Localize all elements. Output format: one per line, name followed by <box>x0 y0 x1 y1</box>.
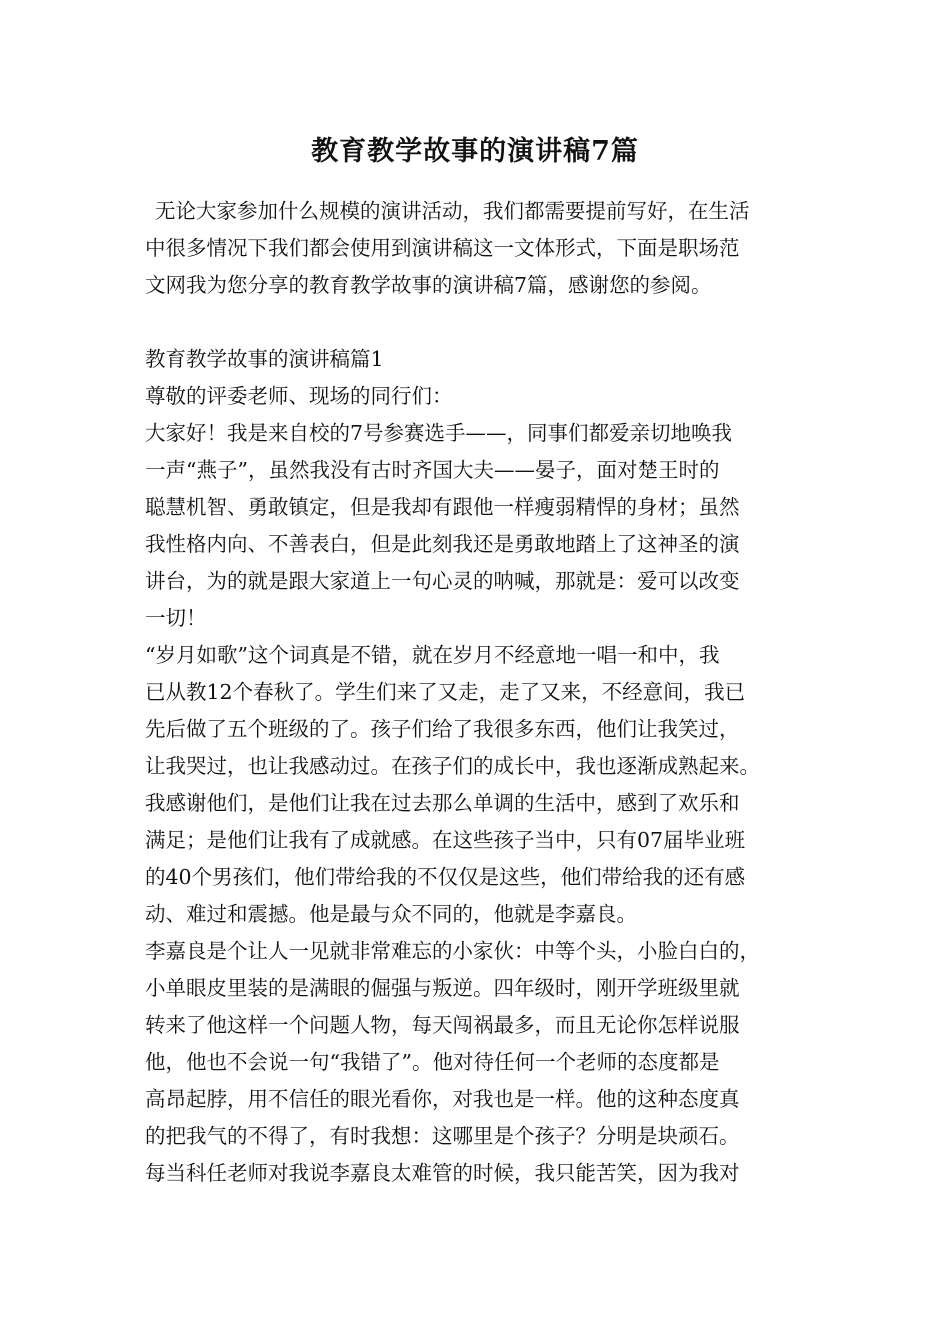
intro-line: 无论大家参加什么规模的演讲活动，我们都需要提前写好，在生活 <box>155 199 750 223</box>
speech-body <box>145 341 815 1192</box>
body-line: 先后做了五个班级的了。孩子们给了我很多东西，他们让我笑过， <box>145 717 740 741</box>
body-line: 讲台，为的就是跟大家道上一句心灵的呐喊，那就是：爱可以改变 <box>145 569 740 593</box>
body-line: 我性格内向、不善表白，但是此刻我还是勇敢地踏上了这神圣的演 <box>145 532 740 556</box>
body-line: 转来了他这样一个问题人物，每天闯祸最多，而且无论你怎样说服 <box>145 1013 740 1037</box>
body-line: 动、难过和震撼。他是最与众不同的，他就是李嘉良。 <box>145 902 637 926</box>
body-line: 一声“燕子”，虽然我没有古时齐国大夫——晏子，面对楚王时的 <box>145 458 720 482</box>
body-line: 他，他也不会说一句“我错了”。他对待任何一个老师的态度都是 <box>145 1050 720 1074</box>
body-line: 一切！ <box>145 606 207 630</box>
body-line: 的40个男孩们，他们带给我的不仅仅是这些，他们带给我的还有感 <box>145 865 746 889</box>
intro-line: 中很多情况下我们都会使用到演讲稿这一文体形式，下面是职场范 <box>145 236 740 260</box>
body-line: 满足；是他们让我有了成就感。在这些孩子当中，只有07届毕业班 <box>145 828 746 852</box>
body-line: 每当科任老师对我说李嘉良太难管的时候，我只能苦笑，因为我对 <box>145 1161 740 1185</box>
intro-paragraph <box>145 193 815 304</box>
body-line: “岁月如歌”这个词真是不错，就在岁月不经意地一唱一和中，我 <box>145 643 720 667</box>
body-line: 的把我气的不得了，有时我想：这哪里是个孩子？分明是块顽石。 <box>145 1124 740 1148</box>
body-line: 聪慧机智、勇敢镇定，但是我却有跟他一样瘦弱精悍的身材；虽然 <box>145 495 740 519</box>
body-line: 小单眼皮里装的是满眼的倔强与叛逆。四年级时，刚开学班级里就 <box>145 976 740 1000</box>
body-line: 高昂起脖，用不信任的眼光看你，对我也是一样。他的这种态度真 <box>145 1087 740 1111</box>
body-line: 我感谢他们，是他们让我在过去那么单调的生活中，感到了欢乐和 <box>145 791 740 815</box>
intro-line: 文网我为您分享的教育教学故事的演讲稿7篇，感谢您的参阅。 <box>145 273 712 297</box>
body-line: 李嘉良是个让人一见就非常难忘的小家伙：中等个头，小脸白白的， <box>145 939 760 963</box>
body-line: 大家好！我是来自校的7号参赛选手——，同事们都爱亲切地唤我 <box>145 421 733 445</box>
body-line: 让我哭过，也让我感动过。在孩子们的成长中，我也逐渐成熟起来。 <box>145 754 760 778</box>
salutation: 尊敬的评委老师、现场的同行们： <box>145 384 453 408</box>
body-line: 已从教12个春秋了。学生们来了又走，走了又来，不经意间，我已 <box>145 680 746 704</box>
section-heading: 教育教学故事的演讲稿篇1 <box>145 347 384 371</box>
document-title: 教育教学故事的演讲稿7篇 <box>311 136 639 167</box>
